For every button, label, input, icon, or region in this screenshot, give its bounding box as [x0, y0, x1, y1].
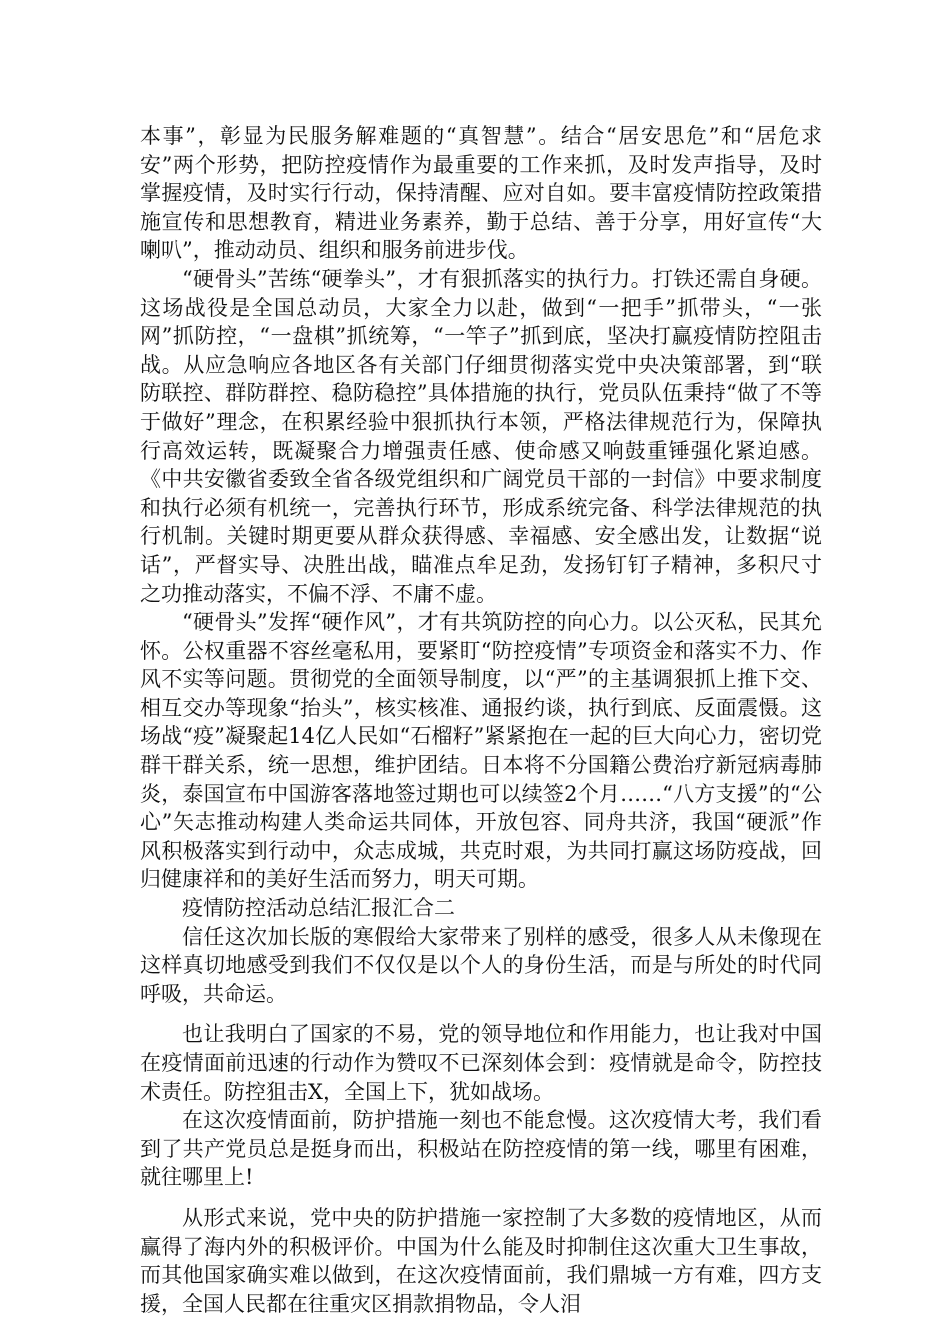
paragraph-hard-fist: “硬骨头”苦练“硬拳头”，才有狠抓落实的执行力。打铁还需自身硬。这场战役是全国总动员，大家全力以赴，做到“一把手”抓带头，“一张网”抓防控，“一盘棋”抓统筹，“一竿子”抓到底，坚决打赢疫情防控阻击战。从应急响应各地区各有关部门仔细贯彻落实党中央决策部署，到“联防联控、群防群控、稳防稳控”具体措施的执行，党员队伍秉持“做了不等于做好”理念，在积累经验中狠抓执行本领，严格法律规范行为，保障执行高效运转，既凝聚合力增强责任感、使命感又响鼓重锤强化紧迫感。《中共安徽省委致全省各级党组织和广阔党员干部的一封信》中要求制度和执行必须有机统一，完善执行环节，形成系统完备、科学法律规范的执行机制。关键时期更要从群众获得感、幸福感、安全感出发，让数据“说话”，严督实导、决胜出战，瞄准点牟足劲，发扬钉钉子精神，多积尺寸之功推动落实，不偏不浮、不庸不虚。 — [140, 266, 822, 606]
paragraph-winter-break: 信任这次加长版的寒假给大家带来了别样的感受，很多人从未像现在这样真切地感受到我们不仅仅是以个人的身份生活，而是与所处的时代同呼吸，共命运。 — [140, 924, 822, 1006]
section-heading: 疫情防控活动总结汇报汇合二 — [182, 896, 455, 921]
paragraph-nation: 也让我明白了国家的不易，党的领导地位和作用能力，也让我对中国在疫情面前迅速的行动作为赞叹不已深刻体会到：疫情就是命令，防控技术责任。防控狙击X，全国上下，犹如战场。 — [140, 1022, 822, 1104]
paragraph-continuation: 本事”，彰显为民服务解难题的“真智慧”。结合“居安思危”和“居危求安”两个形势，把防控疫情作为最重要的工作来抓，及时发声指导，及时掌握疫情，及时实行行动，保持清醒、应对自如。要丰富疫情防控政策措施宣传和思想教育，精进业务素养，勤于总结、善于分享，用好宣传“大喇叭”，推动动员、组织和服务前进步伐。 — [140, 124, 822, 263]
document-body — [140, 122, 822, 1318]
paragraph-party-members: 在这次疫情面前，防护措施一刻也不能怠慢。这次疫情大考，我们看到了共产党员总是挺身而出，积极站在防控疫情的第一线，哪里有困难，就往哪里上! — [140, 1108, 822, 1190]
paragraph-hard-style: “硬骨头”发挥“硬作风”，才有共筑防控的向心力。以公灭私，民其允怀。公权重器不容丝毫私用，要紧盯“防控疫情”专项资金和落实不力、作风不实等问题。贯彻党的全面领导制度，以“严”的主基调狠抓上推下交、相互交办等现象“抬头”，核实核准、通报约谈，执行到底、反面震慑。这场战“疫”凝聚起14亿人民如“石榴籽”紧紧抱在一起的巨大向心力，密切党群干群关系，统一思想，维护团结。日本将不分国籍公费治疗新冠病毒肺炎，泰国宣布中国游客落地签过期也可以续签2个月……“八方支援”的“公心”矢志推动构建人类命运共同体，开放包容、同舟共济，我国“硬派”作风积极落实到行动中，众志成城，共克时艰，为共同打赢这场防疫战，回归健康祥和的美好生活而努力，明天可期。 — [140, 610, 822, 892]
paragraph-measures: 从形式来说，党中央的防护措施一家控制了大多数的疫情地区，从而赢得了海内外的积极评价。中国为什么能及时抑制住这次重大卫生事故，而其他国家确实难以做到，在这次疫情面前，我们鼎城一方有难，四方支援，全国人民都在往重灾区捐款捐物品，令人泪 — [140, 1205, 822, 1316]
